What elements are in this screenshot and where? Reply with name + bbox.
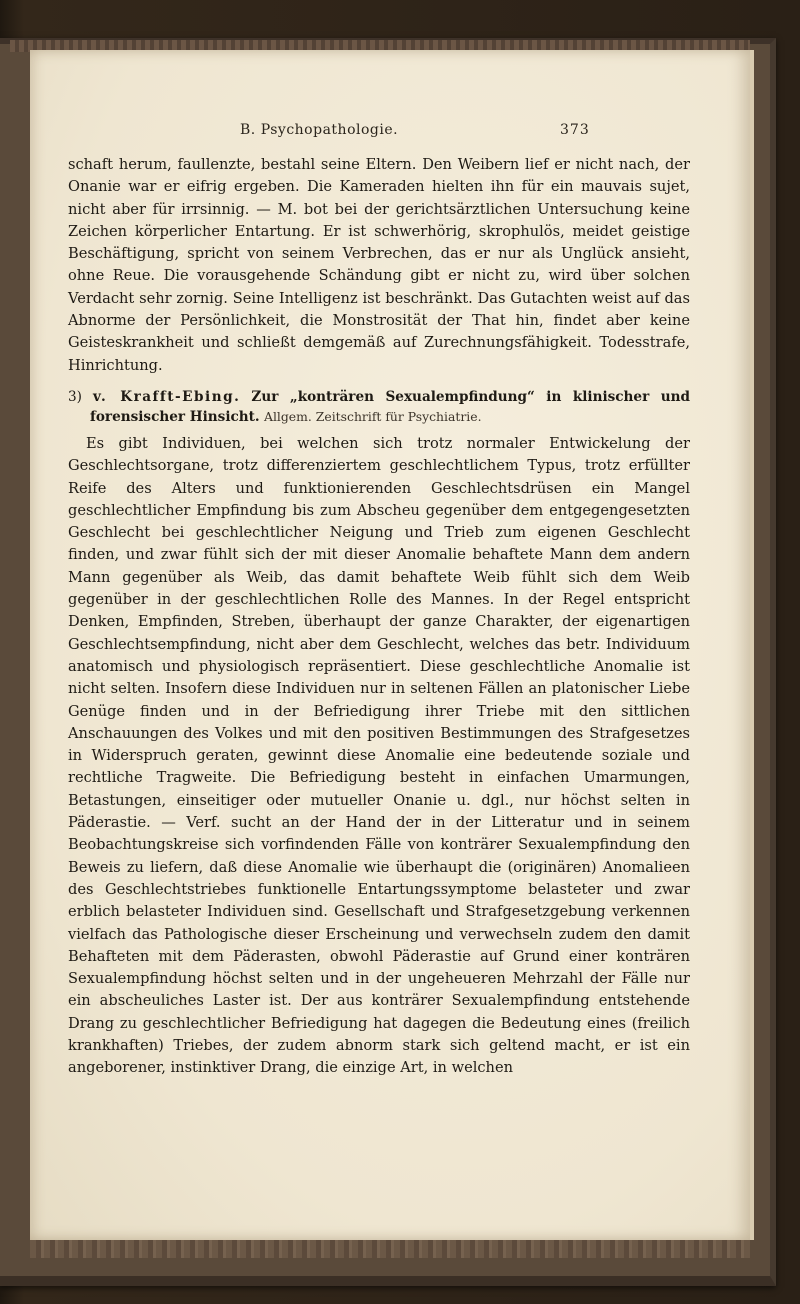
reference-author: v. Krafft-Ebing. [93,388,241,405]
book-page [30,50,754,1240]
running-head: B. Psychopathologie. [240,122,399,138]
reference-entry [68,387,690,427]
body-text [68,154,690,1080]
reference-source: Allgem. Zeitschrift für Psychiatrie. [264,408,482,424]
paragraph-summary: Es gibt Individuen, bei welchen sich trotz normaler Entwickelung der Geschlechtsorgane, trotz differenziertem geschlechtlichem Typus, trotz erfüllter Reife des Alters und funktionierenden Geschlechtsdrüsen ein Mangel geschlechtlicher Empfindung bis zum Abscheu gegenüber dem entgegengesetzten Geschlecht bei geschlechtlicher Neigung und Trieb zum eigenen Geschlecht finden, und zwar fühlt sich der mit dieser Anomalie behaftete Mann dem andern Mann gegenüber als Weib, das damit behaftete Weib fühlt sich dem Weib gegenüber in der geschlechtlichen Rolle des Mannes. In der Regel entspricht Denken, Empfinden, Streben, überhaupt der ganze Charakter, der eigenartigen Geschlechtsempfindung, nicht aber dem Geschlecht, welches das betr. Individuum anatomisch und physiologisch repräsentiert. Diese geschlechtliche Anomalie ist nicht selten. Insofern diese Individuen nur in seltenen Fällen an platonischer Liebe Genüge finden und in der Befriedigung ihrer Triebe mit den sittlichen Anschauungen des Volkes und mit den positiven Bestimmungen des Strafgesetzes in Widerspruch geraten, gewinnt diese Anomalie eine bedeutende soziale und rechtliche Tragweite. Die Befriedigung besteht in einfachen Umarmungen, Betastungen, einseitiger oder mutueller Onanie u. dgl., nur höchst selten in Päderastie. — Verf. sucht an der Hand der in der Litteratur und in seinem Beobachtungskreise sich vorfindenden Fälle von konträrer Sexualempfindung den Beweis zu liefern, daß diese Anomalie wie überhaupt die (originären) Anomalieen des Geschlechtstriebes funktionelle Entartungssymptome belasteter und zwar erblich belasteter Individuen sind. Gesellschaft und Strafgesetzgebung verkennen vielfach das Pathologische dieser Erscheinung und verwechseln zudem den damit Behafteten mit dem Päderasten, obwohl Päderastie auf Grund einer konträren Sexualempfindung höchst selten und in der ungeheueren Mehrzahl der Fälle nur ein abscheuliches Laster ist. Der aus konträrer Sexualempfindung entstehende Drang zu geschlechtlicher Befriedigung hat dagegen die Bedeutung eines (freilich krankhaften) Triebes, der zudem abnorm stark sich geltend macht, er ist ein angeborener, instinktiver Drang, die einzige Art, in welchen [68,434,690,1077]
page-header [30,122,750,144]
reference-number: 3) [68,388,82,405]
paragraph-continuation: schaft herum, faullenzte, bestahl seine Eltern. Den Weibern lief er nicht nach, der Onanie war er eifrig ergeben. Die Kameraden hielten ihn für ein mauvais sujet, nicht aber für irrsinnig. — M. bot bei der gerichtsärztlichen Untersuchung keine Zeichen körperlicher Entartung. Er ist schwerhörig, skrophulös, meidet geistige Beschäftigung, spricht von seinem Verbrechen, das er nur als Unglück ansieht, ohne Reue. Die vorausgehende Schändung gibt er nicht zu, wird über solchen Verdacht sehr zornig. Seine Intelligenz ist beschränkt. Das Gutachten weist auf das Abnorme der Persönlichkeit, die Monstrosität der That hin, findet aber keine Geisteskrankheit und schließt demgemäß auf Zurechnungsfähigkeit. Todesstrafe, Hinrichtung. [68,156,690,374]
reference-title: Zur „konträren Sexualempfindung“ in klinischer und forensischer Hinsicht. [90,388,690,425]
page-number: 373 [560,122,590,138]
